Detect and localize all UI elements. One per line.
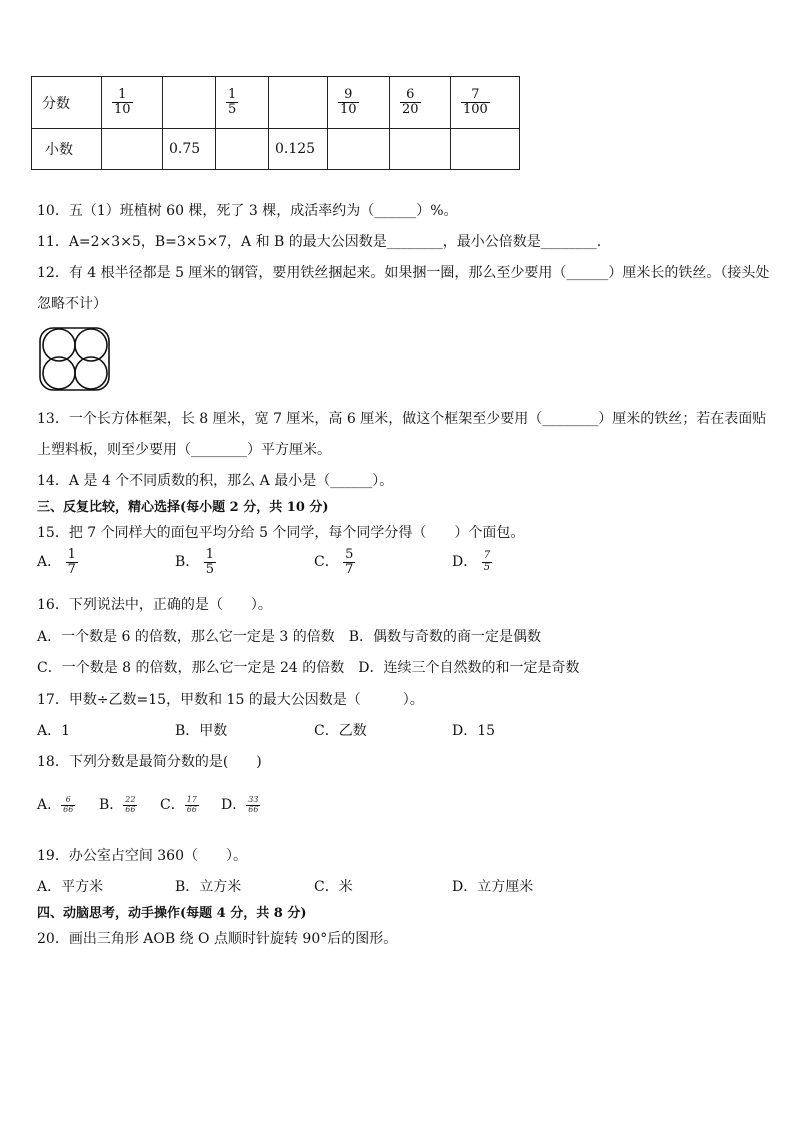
table-header-decimal: 小数 bbox=[32, 129, 102, 170]
question-19: 19．办公室占空间 360（ ）。 bbox=[37, 848, 247, 864]
option-d: D．立方厘米 bbox=[452, 879, 534, 895]
table-cell: $\frac{6}{20}$ bbox=[390, 77, 451, 129]
question-18: 18．下列分数是最简分数的是( ) bbox=[37, 754, 262, 770]
table-cell bbox=[102, 129, 163, 170]
section-4-heading: 四、动脑思考，动手操作(每题 4 分，共 8 分) bbox=[37, 906, 307, 921]
question-16-options-cd: C．一个数是 8 的倍数，那么它一定是 24 的倍数 D．连续三个自然数的和一定是奇数 bbox=[37, 660, 580, 676]
option-a: A．平方米 bbox=[37, 879, 104, 895]
question-16: 16．下列说法中，正确的是（ ）。 bbox=[37, 597, 272, 613]
question-13-line-2: 上塑料板，则至少要用（________）平方厘米。 bbox=[37, 442, 331, 458]
question-20: 20．画出三角形 AOB 绕 O 点顺时针旋转 90°后的图形。 bbox=[37, 931, 398, 947]
question-17: 17．甲数÷乙数=15，甲数和 15 的最大公因数是（ ）。 bbox=[37, 692, 424, 708]
question-15: 15．把 7 个同样大的面包平均分给 5 个同学，每个同学分得（ ）个面包。 bbox=[37, 525, 525, 541]
table-cell: $\frac{1}{5}$ bbox=[216, 77, 269, 129]
table-cell bbox=[328, 129, 390, 170]
table-cell bbox=[269, 77, 328, 129]
option-a: A． $\frac{1}{7}$ bbox=[37, 547, 76, 577]
question-16-options-ab: A．一个数是 6 的倍数，那么它一定是 3 的倍数 B．偶数与奇数的商一定是偶数 bbox=[37, 629, 542, 645]
option-d: D． $\frac{7}{5}$ bbox=[452, 550, 491, 573]
table-cell: $\frac{9}{10}$ bbox=[328, 77, 390, 129]
table-header-fraction: 分数 bbox=[32, 77, 102, 129]
question-13-line-1: 13．一个长方体框架，长 8 厘米，宽 7 厘米，高 6 厘米，做这个框架至少要用（________）厘米的铁丝；若在表面贴 bbox=[37, 411, 767, 427]
question-10: 10．五（1）班植树 60 棵，死了 3 棵，成活率约为（______）%。 bbox=[37, 203, 458, 219]
four-pipes-figure bbox=[38, 326, 112, 392]
option-c: C．米 bbox=[314, 879, 353, 895]
fraction-decimal-table bbox=[31, 76, 520, 170]
table-row-fractions bbox=[32, 77, 520, 129]
section-3-heading: 三、反复比较，精心选择(每小题 2 分，共 10 分) bbox=[37, 500, 329, 515]
table-cell bbox=[163, 77, 216, 129]
question-14: 14．A 是 4 个不同质数的积，那么 A 最小是（______）。 bbox=[37, 473, 394, 489]
table-cell: 0.75 bbox=[163, 129, 216, 170]
table-cell bbox=[451, 129, 520, 170]
table-cell: 0.125 bbox=[269, 129, 328, 170]
option-a: A． $\frac{6}{66}$ bbox=[37, 795, 74, 814]
table-cell bbox=[216, 129, 269, 170]
option-c: C． $\frac{5}{7}$ bbox=[314, 547, 354, 577]
option-a: A．1 bbox=[37, 723, 71, 739]
option-d: D． $\frac{33}{66}$ bbox=[221, 795, 259, 814]
question-12-line-1: 12．有 4 根半径都是 5 厘米的钢管，要用铁丝捆起来。如果捆一圈，那么至少要用（______）厘米长的铁丝。（接头处 bbox=[37, 265, 770, 281]
option-c: C． $\frac{17}{66}$ bbox=[160, 795, 197, 814]
option-b: B．甲数 bbox=[175, 723, 228, 739]
option-b: B． $\frac{1}{5}$ bbox=[175, 547, 215, 577]
question-11: 11．A=2×3×5，B=3×5×7，A 和 B 的最大公因数是________，最小公倍数是________. bbox=[37, 234, 602, 250]
table-cell: $\frac{7}{100}$ bbox=[451, 77, 520, 129]
question-12-line-2: 忽略不计） bbox=[37, 296, 107, 312]
option-b: B． $\frac{22}{66}$ bbox=[99, 795, 136, 814]
option-c: C．乙数 bbox=[314, 723, 367, 739]
table-cell bbox=[390, 129, 451, 170]
option-d: D．15 bbox=[452, 723, 496, 739]
option-b: B．立方米 bbox=[175, 879, 242, 895]
table-row-decimals bbox=[32, 129, 520, 170]
table-cell: $\frac{1}{10}$ bbox=[102, 77, 163, 129]
